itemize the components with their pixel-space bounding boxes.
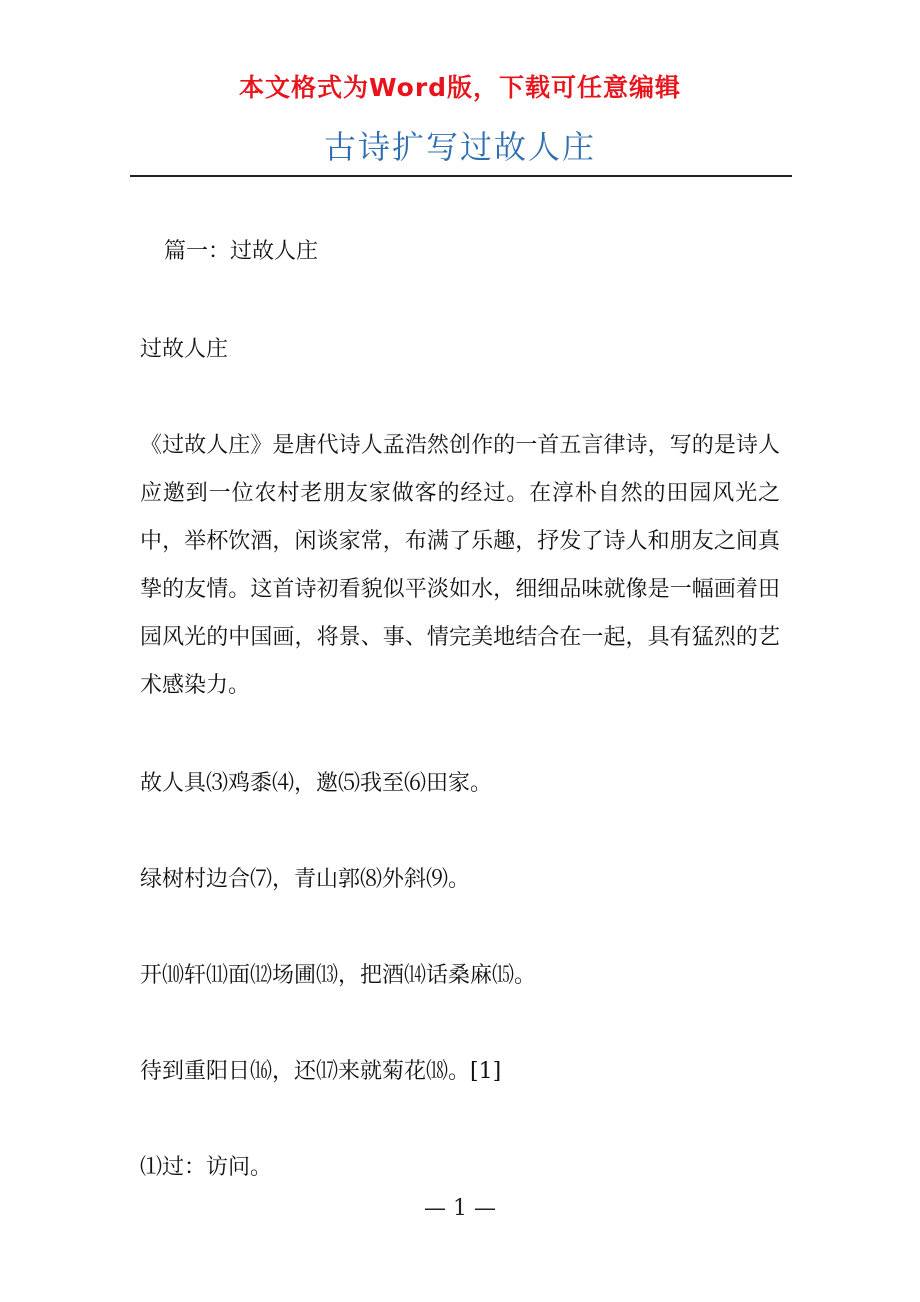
- intro-paragraph: 《过故人庄》是唐代诗人孟浩然创作的一首五言律诗，写的是诗人应邀到一位农村老朋友家做客的经过。在淳朴自然的田园风光之中，举杯饮酒，闲谈家常，布满了乐趣，抒发了诗人和朋友之间真挚的友情。这首诗初看貌似平淡如水，细细品味就像是一幅画着田园风光的中国画，将景、事、情完美地结合在一起，具有猛烈的艺术感染力。: [140, 433, 780, 698]
- poem-line-3: 开⑽轩⑾面⑿场圃⒀，把酒⒁话桑麻⒂。: [140, 963, 537, 988]
- poem-line-1: 故人具⑶鸡黍⑷，邀⑸我至⑹田家。: [140, 771, 493, 796]
- poem-title: 过故人庄: [140, 337, 229, 362]
- annotation-1: ⑴过：访问。: [140, 1155, 273, 1180]
- poem-line-2: 绿树村边合⑺，青山郭⑻外斜⑼。: [140, 867, 471, 892]
- document-title: 古诗扩写过故人庄: [323, 128, 596, 166]
- section-heading: 篇一：过故人庄: [164, 239, 319, 264]
- page-number: — 1 —: [424, 1196, 496, 1221]
- download-banner: 本文格式为Word版，下载可任意编辑: [238, 73, 682, 102]
- title-divider: [130, 175, 792, 177]
- poem-line-4: 待到重阳日⒃，还⒄来就菊花⒅。[1]: [140, 1059, 502, 1084]
